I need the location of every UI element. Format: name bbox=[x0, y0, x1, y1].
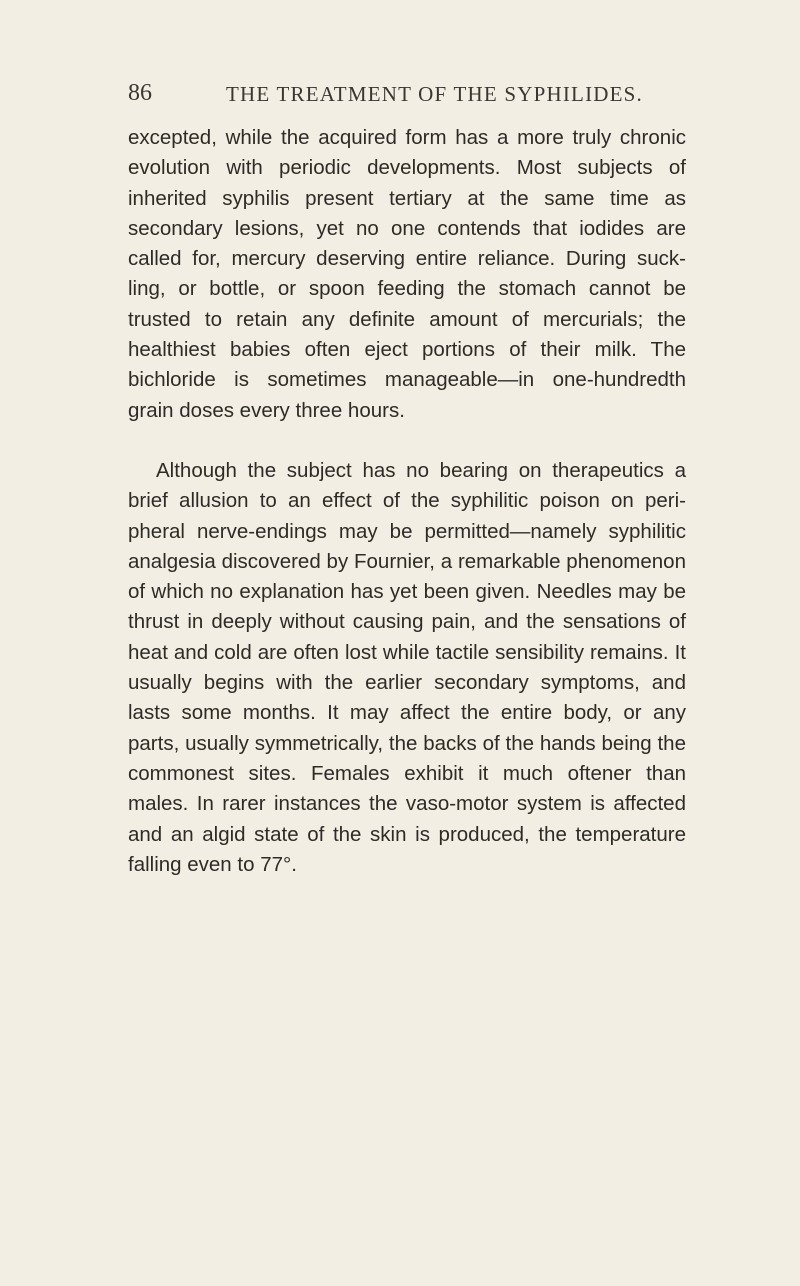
running-head bbox=[128, 80, 688, 110]
paragraph-analgesia: Although the subject has no bearing on therapeutics a brief allusion to an effect of the syphilitic poison on peri-pheral nerve-endings may be permitted—namely syphilitic analgesia discovered by Fournier, a remarkable phenomenon of which no explanation has yet been given. Needles may be thrust in deeply without causing pain, and the sensations of heat and cold are often lost while tactile sensibility remains. It usually begins with the earlier secondary symptoms, and lasts some months. It may affect the entire body, or any parts, usually symmetrically, the backs of the hands being the commonest sites. Females exhibit it much oftener than males. In rarer instances the vaso-motor system is affected and an algid state of the skin is produced, the temperature falling even to 77°. bbox=[128, 458, 686, 876]
paragraph-continued: excepted, while the acquired form has a more truly chronic evolution with periodic developments. Most subjects of inherited syphilis present tertiary at the same time as secondary lesions, yet no one contends that iodides are called for, mercury deserving entire reliance. During suck-ling, or bottle, or spoon feeding the stomach cannot be trusted to retain any definite amount of mercurials; the healthiest babies often eject portions of their milk. The bichloride is sometimes manageable—in one-hundredth grain doses every three hours. bbox=[128, 126, 686, 422]
body-text bbox=[128, 123, 686, 880]
page-number: 86 bbox=[128, 80, 152, 106]
running-title: THE TREATMENT OF THE SYPHILIDES. bbox=[226, 82, 643, 106]
